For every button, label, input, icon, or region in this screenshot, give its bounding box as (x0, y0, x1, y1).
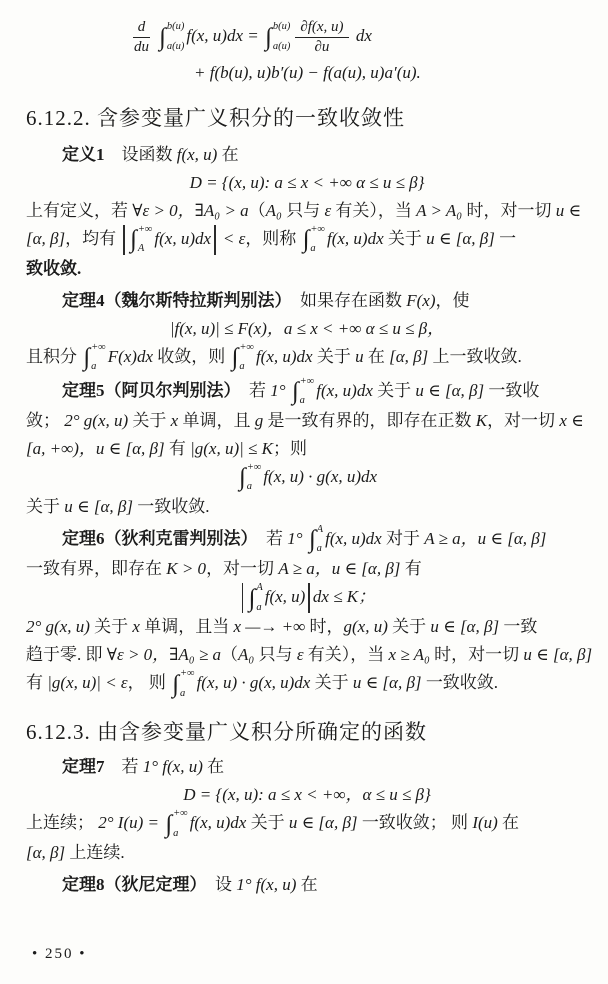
page-number: • 250 • (32, 946, 87, 962)
math-text: f(x, u)dx (316, 380, 373, 400)
body-text: 有关），当 (331, 200, 417, 220)
integral-upper-limit: +∞ (137, 223, 153, 235)
body-text: 一致收敛. (132, 496, 210, 516)
integral-limits (138, 225, 153, 255)
body-text: 关于 (383, 228, 427, 248)
absolute-value-bar (242, 583, 244, 613)
body-text: 时，对一切 (462, 200, 556, 220)
definition-1-body-3 (26, 255, 588, 283)
integral-glyph: ∫ (83, 344, 91, 372)
math-text: |g(x, u)| < ε (47, 673, 128, 693)
integral-sign (309, 525, 323, 555)
body-text: 单调，且当 (139, 617, 234, 637)
definition-1-body-2 (26, 225, 588, 255)
math-text: 2° I(u) = (98, 813, 164, 833)
body-text: 关于 (26, 496, 65, 516)
math-text: 2° g(x, u) (64, 410, 129, 430)
body-text: 有 (400, 558, 422, 578)
math-text: f(x, u)dx (255, 346, 313, 366)
math-text: K (475, 410, 488, 430)
math-text: A₀ (238, 645, 255, 665)
math-text: |f(x, u)| ≤ F(x)，a ≤ x < +∞ α ≤ u ≤ β， (169, 318, 445, 338)
math-text: dx ≤ K； (312, 586, 376, 606)
math-text: ε (296, 645, 304, 665)
theorem-5-formula (26, 463, 588, 493)
math-text: u ∈ [α, β] (415, 380, 485, 400)
math-text: f(x, u) · g(x, u)dx (196, 673, 311, 693)
definition-1-body-1 (26, 197, 588, 225)
math-text: D = {(x, u): a ≤ x < +∞，α ≤ u ≤ β} (183, 785, 431, 805)
integral-limits (167, 22, 185, 52)
integral-upper-limit: +∞ (180, 668, 195, 680)
math-text: u (355, 346, 364, 366)
integral-upper-limit: A (316, 523, 324, 535)
integral-sign (265, 22, 290, 52)
fraction (295, 18, 348, 57)
integral-upper-limit: +∞ (239, 341, 254, 353)
bold-text: 定理5（阿贝尔判别法） (62, 380, 232, 400)
math-text: A > A₀ (416, 200, 463, 220)
theorem-7-domain (26, 781, 588, 809)
math-text: f(x, u)dx (327, 228, 384, 248)
body-text: 有关），当 (303, 645, 389, 665)
math-text: 1° f(x, u) (236, 875, 297, 895)
math-text: u ∈ [α, β] (523, 645, 593, 665)
math-text: dx (351, 26, 372, 46)
body-text: 时，对一切 (429, 645, 524, 665)
section-heading-6-12-2 (26, 103, 588, 133)
body-text: 一致收敛. (421, 673, 499, 693)
theorem-6-conclusion (26, 669, 588, 699)
math-text: f(x, u)dx (325, 528, 382, 548)
absolute-value-bar (214, 225, 216, 255)
math-text: A ≥ a，u ∈ [α, β] (424, 528, 547, 548)
math-text: A ≥ a，u ∈ [α, β] (278, 558, 401, 578)
theorem-6-body-3 (26, 641, 593, 669)
math-text: [α, β] (26, 843, 66, 863)
body-text: （ (221, 645, 239, 665)
integral-limits (300, 377, 315, 407)
body-text: 6.12.2. 含参变量广义积分的一致收敛性 (26, 105, 405, 130)
math-text: K > 0 (166, 558, 207, 578)
integral-limits (247, 463, 262, 493)
math-text: g(x, u) (343, 617, 388, 637)
math-text: D = {(x, u): a ≤ x < +∞ α ≤ u ≤ β} (189, 172, 425, 192)
integral-upper-limit: +∞ (310, 223, 325, 235)
integral-upper-limit: b(u) (166, 21, 185, 33)
math-text: |g(x, u)| ≤ K (190, 438, 273, 458)
math-text: u ∈ [α, β] (288, 813, 358, 833)
body-text: 只与 (281, 200, 325, 220)
integral-lower-limit: a (173, 827, 179, 839)
math-text: x ≥ A₀ (388, 645, 430, 665)
integral-upper-limit: +∞ (246, 461, 262, 473)
body-text: 一 (494, 228, 517, 248)
fraction-numerator: d (133, 18, 151, 38)
integral-sign (172, 669, 194, 699)
body-text: 上一致收敛. (428, 346, 522, 366)
integral-sign (232, 343, 254, 373)
body-text: 在 (363, 346, 390, 366)
body-text: 在 (217, 144, 239, 164)
body-text: 关于 (372, 380, 416, 400)
math-text: u ∈ (555, 200, 582, 220)
integral-lower-limit: a (91, 361, 97, 373)
fraction (129, 18, 154, 57)
integral-sign (130, 225, 152, 255)
theorem-5-conclusion (26, 493, 588, 521)
math-text: 1° f(x, u) (142, 757, 203, 777)
math-text: A₀ (265, 200, 282, 220)
integral-upper-limit: +∞ (173, 808, 188, 820)
definition-1-domain (26, 169, 588, 197)
theorem-6-formula (26, 583, 588, 613)
absolute-value-bar (123, 225, 125, 255)
math-text: [a, +∞)，u ∈ [α, β] (26, 438, 165, 458)
absolute-value-bar (308, 583, 310, 613)
integral-glyph: ∫ (238, 464, 246, 492)
math-text: x (170, 410, 179, 430)
body-text: 有 (164, 438, 191, 458)
fraction-numerator: ∂f(x, u) (295, 18, 348, 38)
math-text: f(x, u) (264, 586, 306, 606)
theorem-5-body-1 (26, 407, 588, 435)
math-text: + f(b(u), u)b′(u) − f(a(u), u)a′(u). (194, 62, 421, 82)
body-text: 一致有界，即存在 (26, 558, 167, 578)
body-text: （ (248, 200, 266, 220)
math-text: [α, β] (26, 228, 66, 248)
body-text: 一致 (499, 617, 538, 637)
integral-glyph: ∫ (264, 23, 272, 51)
body-text: 设 (198, 875, 237, 895)
math-text: ∀ε > 0，∃A₀ ≥ a (106, 645, 222, 665)
body-text: ，对一切 (206, 558, 279, 578)
integral-glyph: ∫ (308, 526, 316, 554)
math-text: u ∈ [α, β] (64, 496, 133, 516)
integral-glyph: ∫ (129, 226, 137, 254)
body-text: 关于 (128, 410, 171, 430)
math-text: ∀ε > 0，∃A₀ > a (132, 200, 249, 220)
integral-glyph: ∫ (231, 344, 239, 372)
integral-limits (317, 525, 323, 555)
integral-sign (292, 377, 314, 407)
theorem-6-body-2 (26, 613, 588, 641)
body-text: 敛； (26, 410, 65, 430)
theorem-5-intro (26, 377, 588, 407)
body-text: 单调，且 (178, 410, 255, 430)
math-text: g (254, 410, 264, 430)
math-text: I(u) (472, 813, 498, 833)
formula-leibniz-rule-line2 (194, 59, 588, 87)
integral-upper-limit: +∞ (91, 341, 106, 353)
integral-glyph: ∫ (165, 810, 173, 838)
body-text: 收敛，则 (153, 346, 230, 366)
math-text: u ∈ [α, β] (352, 673, 422, 693)
body-text: 趋于零. 即 (26, 645, 107, 665)
body-text: ；则 (272, 438, 307, 458)
body-text: 在 (497, 813, 520, 833)
integral-limits (173, 809, 188, 839)
integral-limits (310, 225, 325, 255)
body-text: 是一致有界的，即存在正数 (263, 410, 476, 430)
integral-limits (273, 22, 291, 52)
bold-text: 定理4（魏尔斯特拉斯判别法） (62, 290, 283, 310)
body-text: 且积分 (26, 346, 82, 366)
theorem-8-intro (26, 871, 588, 899)
formula-leibniz-rule-line1 (126, 18, 588, 57)
body-text: 如果存在函数 (283, 290, 407, 310)
math-text: u ∈ [α, β] (426, 228, 495, 248)
integral-sign (83, 343, 105, 373)
body-text: 关于 (89, 617, 133, 637)
theorem-6-body-1 (26, 555, 588, 583)
fraction-denominator: du (134, 38, 149, 55)
body-text: 若 (249, 528, 288, 548)
integral-sign (303, 225, 325, 255)
integral-lower-limit: a (180, 687, 186, 699)
math-text: 2° g(x, u) (26, 617, 90, 637)
body-text: 上连续. (65, 843, 125, 863)
math-text: f(x, u) · g(x, u)dx (263, 466, 378, 486)
integral-sign (159, 22, 184, 52)
body-text: 关于 (246, 813, 289, 833)
integral-lower-limit: a (239, 361, 245, 373)
body-text: 关于 (310, 673, 353, 693)
integral-lower-limit: A (137, 243, 145, 255)
integral-lower-limit: a(u) (166, 40, 185, 52)
math-text: ε (324, 200, 332, 220)
integral-glyph: ∫ (172, 670, 179, 698)
body-text: 若 (232, 380, 271, 400)
page-content (26, 18, 593, 899)
integral-lower-limit: a (299, 395, 305, 407)
math-text: f(x, u) (176, 144, 218, 164)
integral-limits (91, 343, 106, 373)
body-text: 上连续； (26, 813, 99, 833)
integral-lower-limit: a (316, 543, 322, 555)
theorem-4-condition (26, 315, 588, 343)
body-text: 在 (202, 757, 225, 777)
body-text: 有 (26, 673, 48, 693)
body-text: 若 (104, 757, 143, 777)
integral-lower-limit: a (256, 601, 262, 613)
theorem-7-body (26, 809, 588, 839)
body-text: ， 则 (127, 673, 171, 693)
body-text: 一致收敛； 则 (357, 813, 473, 833)
integral-limits (180, 669, 195, 699)
integral-upper-limit: b(u) (272, 21, 291, 33)
integral-lower-limit: a(u) (272, 40, 291, 52)
theorem-7-intro (26, 753, 588, 781)
math-text: x (132, 617, 140, 637)
theorem-6-intro (26, 525, 588, 555)
body-text: ，则称 (245, 228, 301, 248)
body-text: ，使 (435, 290, 470, 310)
math-text: F(x)dx (107, 346, 153, 366)
theorem-4-conclusion (26, 343, 588, 373)
definition-1-intro (26, 141, 588, 169)
bold-text: 定理7 (62, 757, 105, 777)
integral-limits (256, 583, 262, 613)
math-text: f(x, u)dx (154, 228, 212, 248)
integral-glyph: ∫ (291, 378, 299, 406)
theorem-7-conclusion (26, 839, 588, 867)
bold-text: 定义1 (62, 144, 105, 164)
integral-glyph: ∫ (248, 584, 256, 612)
body-text: 6.12.3. 由含参变量广义积分所确定的函数 (26, 720, 427, 745)
math-text: 1° (287, 528, 307, 548)
math-text: 1° (270, 380, 290, 400)
integral-glyph: ∫ (302, 226, 310, 254)
integral-limits (239, 343, 254, 373)
section-heading-6-12-3 (26, 717, 588, 747)
body-text: 在 (296, 875, 318, 895)
integral-sign (165, 809, 187, 839)
integral-glyph: ∫ (159, 23, 166, 51)
body-text: ，均有 (65, 228, 121, 248)
math-text: < ε (218, 228, 246, 248)
body-text: 对于 (381, 528, 425, 548)
integral-upper-limit: +∞ (299, 375, 315, 387)
body-text: ，对一切 (487, 410, 560, 430)
body-text: 关于 (312, 346, 356, 366)
integral-sign (248, 583, 262, 613)
math-text: F(x) (406, 290, 436, 310)
math-text: u ∈ [α, β] (430, 617, 500, 637)
body-text: 只与 (254, 645, 297, 665)
integral-lower-limit: a (246, 481, 252, 493)
math-text: [α, β] (389, 346, 429, 366)
body-text: 一致收 (484, 380, 540, 400)
body-text: 上有定义，若 (26, 200, 133, 220)
math-text: f(x, u)dx = (186, 26, 263, 46)
math-text: x —→ +∞ (233, 617, 306, 637)
math-text: x ∈ (559, 410, 584, 430)
math-text: f(x, u)dx (189, 813, 247, 833)
bold-text: 定理6（狄利克雷判别法） (62, 528, 249, 548)
integral-sign (239, 463, 261, 493)
bold-text: 致收敛. (26, 258, 82, 278)
body-text: 设函数 (104, 144, 177, 164)
integral-upper-limit: A (256, 582, 263, 594)
integral-lower-limit: a (310, 243, 316, 255)
body-text: 时， (305, 617, 344, 637)
theorem-5-body-2 (26, 435, 588, 463)
theorem-4-intro (26, 287, 588, 315)
fraction-denominator: ∂u (314, 38, 330, 55)
bold-text: 定理8（狄尼定理） (62, 875, 198, 895)
body-text: 关于 (387, 617, 431, 637)
